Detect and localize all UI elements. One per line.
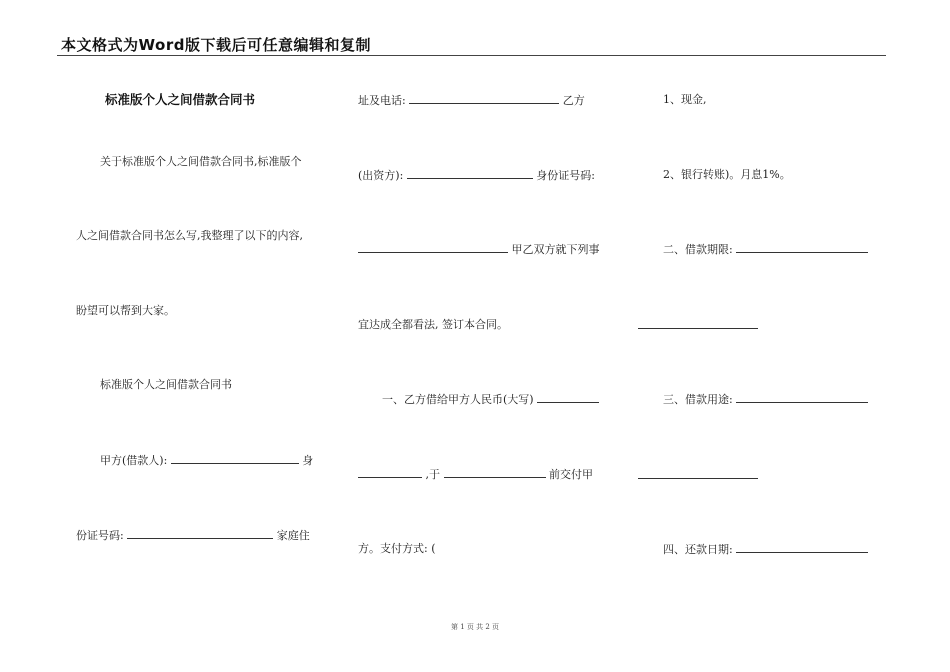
lender-label-start: 乙方 [562,94,585,107]
amount-blank-2 [358,467,422,478]
loan-purpose-line [663,392,868,407]
address-phone-label: 址及电话: [358,94,406,107]
id-number-label: 份证号码: [76,529,124,542]
borrower-blank [171,453,299,464]
delivery-line [358,467,593,482]
clause-one-line [382,392,599,407]
agreement-line-2: 宜达成全都看法, 签订本合同。 [358,318,508,331]
cash-option: 1、现金, [663,93,707,106]
repayment-date-blank [736,542,868,553]
borrower-line [100,453,313,468]
header-rule [57,55,886,56]
lender-id-blank [358,242,508,253]
lender-line [358,168,595,183]
lender-blank [407,168,533,179]
lender-label: (出资方): [358,169,404,182]
loan-purpose-label: 三、借款用途: [663,393,733,406]
loan-term-blank [736,242,868,253]
header-title: 本文格式为Word版下载后可任意编辑和复制 [61,36,371,54]
loan-term-label: 二、借款期限: [663,243,733,256]
delivery-text: ,于 [425,468,440,481]
amount-blank [537,392,599,403]
address-label-start: 家庭住 [276,529,310,542]
loan-purpose-blank-2 [638,478,758,479]
date-blank [444,467,546,478]
loan-purpose-blank [736,392,868,403]
repayment-date-line [663,542,868,557]
id-number-blank [127,528,273,539]
repayment-date-label: 四、还款日期: [663,543,733,556]
loan-term-blank-2 [638,328,758,329]
subtitle-line: 标准版个人之间借款合同书 [100,378,232,391]
clause-one-text: 一、乙方借给甲方人民币(大写) [382,393,534,406]
delivery-text-2: 前交付甲 [549,468,593,481]
agreement-line [358,242,600,257]
document-title: 标准版个人之间借款合同书 [105,92,256,107]
borrower-label: 甲方(借款人): [100,454,168,467]
agreement-text: 甲乙双方就下列事 [511,243,600,256]
address-phone-blank [409,93,559,104]
paragraph-line: 盼望可以帮到大家。 [76,304,175,317]
bank-transfer-option: 2、银行转账)。月息1%。 [663,168,791,181]
address-phone-line [358,93,585,108]
paragraph-line: 人之间借款合同书怎么写,我整理了以下的内容, [76,229,303,242]
payment-method-line: 方。支付方式: ( [358,542,436,555]
loan-term-line [663,242,868,257]
page-number: 第 1 页 共 2 页 [450,623,500,631]
id-number-line [76,528,310,543]
paragraph-line: 关于标准版个人之间借款合同书,标准版个 [100,155,302,168]
lender-id-label: 身份证号码: [536,169,596,182]
borrower-suffix: 身 [302,454,314,467]
